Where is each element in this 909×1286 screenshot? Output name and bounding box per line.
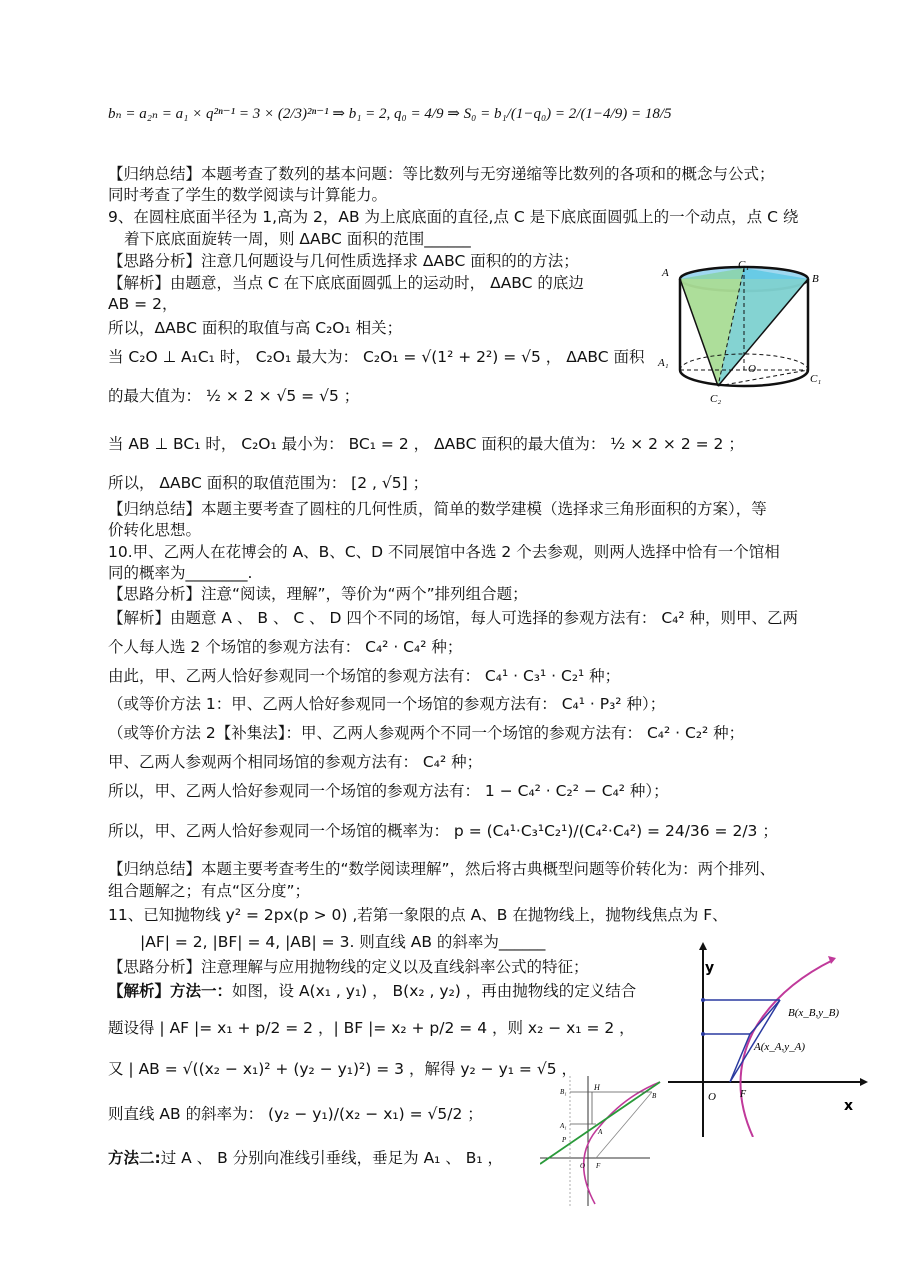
q10-line-2: 同的概率为________.: [108, 564, 253, 582]
formula-line-1: bₙ = a₂ₙ = a₁ × q²ⁿ⁻¹ = 3 × (2/3)²ⁿ⁻¹ ⇒ b₁ = 2, q₀ = 4/9 ⇒ S₀ = b₁/(1−q₀) = 2/(1−4/9) = 18/5: [108, 106, 672, 122]
label-C2: C₂: [710, 393, 722, 405]
q9-solution-6: 当 AB ⊥ BC₁ 时， C₂O₁ 最小为： BC₁ = 2 ， ΔABC 面积的最大值为： ½ × 2 × 2 = 2 ；: [108, 435, 744, 453]
q9-analysis: 【思路分析】注意几何题设与几何性质选择求 ΔABC 面积的的方法；: [108, 252, 579, 270]
label-A1: A₁: [658, 357, 669, 369]
focus-label: F: [740, 1089, 747, 1100]
label-C1-top: C₁: [738, 259, 750, 271]
q9-line-2: 着下底底面旋转一周，则 ΔABC 面积的范围______: [124, 230, 471, 248]
label-A1: A₁: [560, 1122, 567, 1130]
q9-solution-3: 所以，ΔABC 面积的取值与高 C₂O₁ 相关；: [108, 319, 403, 337]
label-O: O: [748, 363, 756, 375]
label-O: O: [580, 1162, 586, 1170]
q10-solution-1: 【解析】由题意 A 、 B 、 C 、 D 四个不同的场馆，每人可选择的参观方法有： C₄² 种，则甲、乙两: [108, 609, 799, 627]
q9-solution-7: 所以， ΔABC 面积的取值范围为： [2 , √5] ；: [108, 474, 429, 492]
point-A-label: A(x_A,y_A): [754, 1041, 805, 1053]
method-one-label: 【解析】方法一：: [108, 982, 233, 1000]
cylinder-figure: [652, 254, 830, 406]
method-one-text: 如图，设 A(x₁ , y₁) ， B(x₂ , y₂) ，再由抛物线的定义结合: [232, 982, 637, 1000]
q11-line-2: |AF| = 2, |BF| = 4, |AB| = 3. 则直线 AB 的斜率为______: [140, 933, 546, 951]
origin-label: O: [708, 1091, 716, 1103]
summary-line-2: 同时考查了学生的数学阅读与计算能力。: [108, 186, 388, 204]
q11-solution-2: 题设得 | AF |= x₁ + p/2 = 2 ，| BF |= x₂ + p/2 = 4 ，则 x₂ − x₁ = 2 ，: [108, 1019, 635, 1037]
q9-line-1: 9、在圆柱底面半径为 1,高为 2，AB 为上底底面的直径,点 C 是下底底面圆弧上的一个动点，点 C 绕: [108, 208, 799, 226]
label-H: H: [594, 1083, 600, 1092]
q9-solution-2: AB = 2，: [108, 295, 178, 313]
small-parabola-figure: [540, 1076, 664, 1206]
q10-solution-4: （或等价方法 1：甲、乙两人恰好参观同一个场馆的参观方法有： C₄¹ · P₃² 种）；: [108, 695, 666, 713]
q10-solution-2: 个人每人选 2 个场馆的参观方法有： C₄² · C₄² 种；: [108, 638, 463, 656]
label-A: A: [662, 267, 669, 279]
q9-solution-1: 【解析】由题意，当点 C 在下底底面圆弧上的运动时， ΔABC 的底边: [108, 274, 584, 292]
method-two-text: 过 A 、 B 分别向准线引垂线，垂足为 A₁ 、 B₁ ，: [160, 1149, 504, 1167]
q11-solution-3: 又 | AB = √((x₂ − x₁)² + (y₂ − y₁)²) = 3 ，解得 y₂ − y₁ = √5 ，: [108, 1060, 577, 1078]
q11-solution-1: [108, 981, 636, 1001]
label-F: F: [596, 1162, 601, 1170]
label-B: B: [652, 1092, 657, 1100]
q11-solution-4: 则直线 AB 的斜率为： (y₂ − y₁)/(x₂ − x₁) = √5/2 ；: [108, 1105, 483, 1123]
q9-summary-1: 【归纳总结】本题主要考查了圆柱的几何性质，简单的数学建模（选择求三角形面积的方案），等: [108, 500, 767, 518]
label-C1: C₁: [810, 373, 822, 385]
label-A: A: [598, 1128, 603, 1136]
label-B1: B₁: [560, 1088, 567, 1096]
q11-line-1: 11、已知抛物线 y² = 2px(p > 0) ,若第一象限的点 A、B 在抛物线上，抛物线焦点为 F、: [108, 906, 728, 924]
summary-line-1: 【归纳总结】本题考查了数列的基本问题：等比数列与无穷递缩等比数列的各项和的概念与公式；: [108, 165, 775, 183]
q10-solution-7: 所以，甲、乙两人恰好参观同一个场馆的参观方法有： 1 − C₄² · C₂² − C₄² 种）；: [108, 782, 669, 800]
q10-solution-6: 甲、乙两人参观两个相同场馆的参观方法有： C₄² 种；: [108, 753, 483, 771]
q11-solution-5: [108, 1148, 503, 1168]
axis-y-label: y: [705, 960, 715, 976]
label-B: B: [812, 273, 819, 285]
q9-solution-4: 当 C₂O ⊥ A₁C₁ 时， C₂O₁ 最大为： C₂O₁ = √(1² + 2²) = √5 ， ΔABC 面积: [108, 348, 645, 366]
q10-solution-3: 由此，甲、乙两人恰好参观同一个场馆的参观方法有： C₄¹ · C₃¹ · C₂¹ 种；: [108, 667, 621, 685]
parabola-figure: [668, 942, 868, 1137]
q10-summary-1: 【归纳总结】本题主要考查考生的“数学阅读理解”，然后将古典概型问题等价转化为：两个排列、: [108, 860, 776, 878]
q11-analysis: 【思路分析】注意理解与应用抛物线的定义以及直线斜率公式的特征；: [108, 958, 589, 976]
q10-solution-5: （或等价方法 2【补集法】：甲、乙两人参观两个不同一个场馆的参观方法有： C₄² · C₂² 种；: [108, 724, 745, 742]
point-B-label: B(x_B,y_B): [788, 1007, 839, 1019]
label-P: P: [562, 1136, 567, 1144]
q10-solution-8: 所以，甲、乙两人恰好参观同一个场馆的概率为： p = (C₄¹·C₃¹C₂¹)/(C₄²·C₄²) = 24/36 = 2/3 ；: [108, 822, 778, 840]
q9-summary-2: 价转化思想。: [108, 521, 202, 539]
q10-summary-2: 组合题解之；有点“区分度”；: [108, 882, 311, 900]
q10-line-1: 10.甲、乙两人在花博会的 A、B、C、D 不同展馆中各选 2 个去参观，则两人选择中恰有一个馆相: [108, 543, 780, 561]
q9-solution-5: 的最大值为： ½ × 2 × √5 = √5 ；: [108, 387, 360, 405]
axis-x-label: x: [844, 1098, 854, 1114]
q10-analysis: 【思路分析】注意“阅读，理解”，等价为“两个”排列组合题；: [108, 585, 528, 603]
method-two-label: 方法二:: [108, 1149, 161, 1167]
